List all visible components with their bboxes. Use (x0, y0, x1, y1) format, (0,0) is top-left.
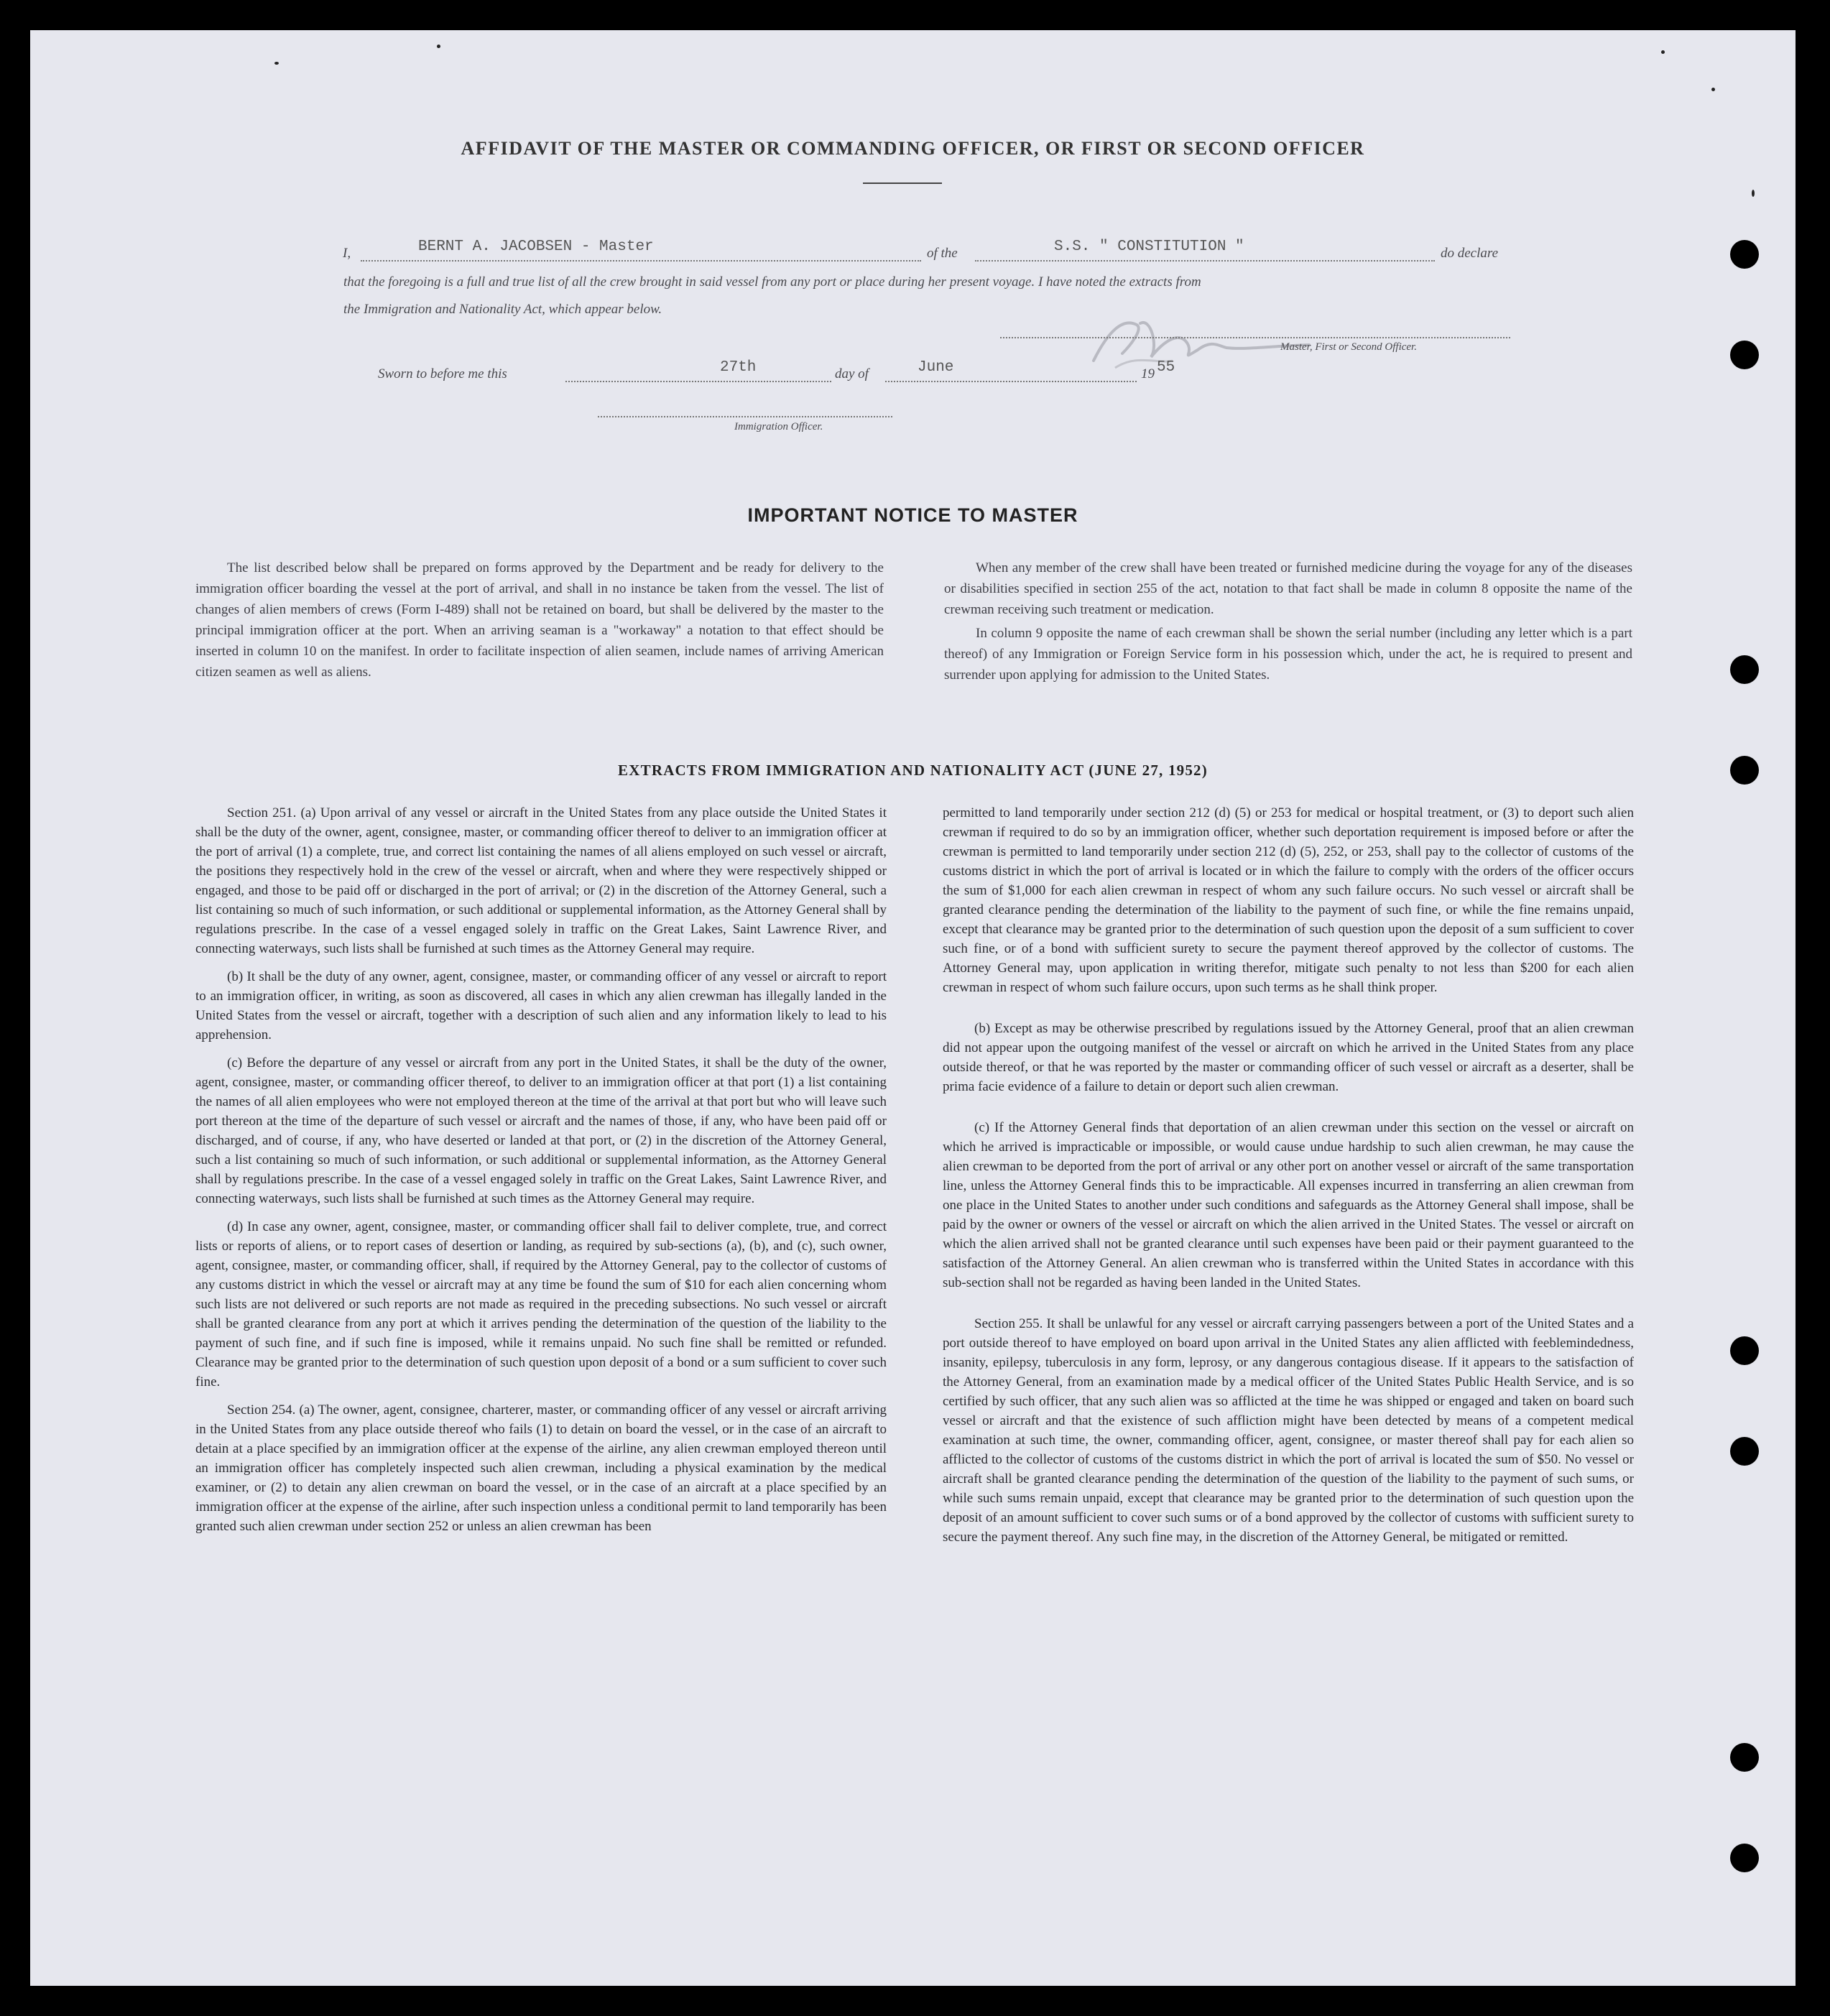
affidavit-title: AFFIDAVIT OF THE MASTER OR COMMANDING OFFICER, OR FIRST OR SECOND OFFICER (461, 138, 1365, 159)
notice-right-column (944, 558, 1632, 694)
speck (1752, 190, 1755, 197)
document-page (30, 30, 1796, 1986)
sworn-year: 55 (1157, 359, 1175, 376)
speck (1711, 88, 1715, 91)
notice-left-column (195, 558, 884, 691)
notice-left-paragraph: The list described below shall be prepared on forms approved by the Department and be ready for delivery to the immigration officer boarding the vessel at the port of arrival, and shall in no instance be taken from the vessel. The list of changes of alien members of crews (Form I-489) shall not be retained on board, but shall be delivered by the master to the principal immigration officer at the port. When an arriving seaman is a "workaway" a notation to that effect should be inserted in column 10 on the manifest. In order to facilitate inspection of alien seamen, include names of arriving American citizen seamen as well as aliens. (195, 560, 884, 680)
binder-hole (1730, 240, 1759, 269)
year-prefix: 19 (1141, 366, 1155, 382)
binder-hole (1730, 1743, 1759, 1772)
sworn-label: Sworn to before me this (378, 366, 507, 382)
vessel-name: S.S. " CONSTITUTION " (1054, 239, 1244, 255)
officer-caption: Immigration Officer. (734, 421, 823, 433)
sworn-day: 27th (720, 359, 757, 376)
extract-paragraph: (b) Except as may be otherwise prescribed by regulations issued by the Attorney General, proof that an alien crewman did not appear upon the outgoing manifest of the vessel or aircraft on which he arrived in the United States from any place outside thereof, or that he was reported by the master or commanding officer of such vessel or aircraft as a deserter, shall be prima facie evidence of a failure to detain or deport such alien crewman. (943, 1021, 1634, 1094)
binder-hole (1730, 341, 1759, 369)
speck (437, 45, 440, 48)
extract-paragraph: Section 254. (a) The owner, agent, consignee, charterer, master, or commanding officer of any vessel or aircraft arriving in the United States from any place outside thereof who fails (1) to detain on board the vessel, or in the case of an aircraft to detain at a place specified by an immigration officer at the expense of the airline, any alien crewman employed thereon until an immigration officer has completely inspected such alien crewman, including a physical examination by the medical examiner, or (2) to detain any alien crewman on board the vessel, or in the case of an aircraft at a place specified by an immigration officer at the expense of the airline, after such inspection unless a conditional permit to land temporarily has been granted such alien crewman under section 252 or unless an alien crewman has been (195, 1402, 887, 1534)
binder-hole (1730, 756, 1759, 785)
officer-signature-line (598, 415, 892, 417)
extract-paragraph: Section 251. (a) Upon arrival of any vessel or aircraft in the United States from any place outside the United States it shall be the duty of the owner, agent, consignee, master, or commanding officer thereof to deliver to an immigration officer at the port of arrival (1) a complete, true, and correct list containing the names of all aliens employed on such vessel or aircraft, the positions they respectively hold in the crew of the vessel or aircraft, when and where they were respectively shipped or engaged, and those to be paid off or discharged in the port of arrival; or (2) in the discretion of the Attorney General, such a list containing so much of such information, or such additional or supplemental information, as the Attorney General shall by regulations prescribe. In the case of a vessel engaged solely in traffic on the Great Lakes, Saint Lawrence River, and connecting waterways, such lists shall be furnished at such times as the Attorney General may require. (195, 805, 887, 956)
binder-hole (1730, 655, 1759, 684)
notice-right-paragraph-2: In column 9 opposite the name of each crewman shall be shown the serial number (including any letter which is a part thereof) of any Immigration or Foreign Service form in his possession which, under the act, he is required to present and surrender upon applying for admission to the United States. (944, 626, 1632, 683)
extract-paragraph: (b) It shall be the duty of any owner, agent, consignee, master, or commanding officer of any vessel or aircraft to report to an immigration officer, in writing, as soon as discovered, all cases in which any alien crewman has illegally landed in the United States from the vessel or aircraft, together with a description of such alien and any information likely to lead to his apprehension. (195, 969, 887, 1042)
binder-hole (1730, 1437, 1759, 1466)
intro-i: I, (343, 246, 351, 261)
extract-paragraph: (c) Before the departure of any vessel or aircraft from any port in the United States, it shall be the duty of the owner, agent, consignee, master, or commanding officer thereof, to deliver to an immigration officer at that port (1) a list containing the names of all alien employees who were not employed thereon at the time of the arrival at that port but who will leave such port thereon at the time of the departure of such vessel or aircraft and the names of those, if any, who have been paid off or discharged, and of course, if any, who have deserted or landed at that port, or (2) in the discretion of the Attorney General, such a list containing so much of such information, or such additional or supplemental information, as the Attorney General shall by regulations prescribe. In the case of a vessel engaged solely in traffic on the Great Lakes, Saint Lawrence River, and connecting waterways, such lists shall be furnished at such times as the Attorney General may require. (195, 1055, 887, 1206)
signature-line (1000, 336, 1510, 338)
extract-paragraph: Section 255. It shall be unlawful for any vessel or aircraft carrying passengers between a port of the United States and a port outside thereof to have employed on board upon arrival in the United States any alien afflicted with feeblemindedness, insanity, epilepsy, tuberculosis in any form, leprosy, or any dangerous contagious disease. If it appears to the satisfaction of the Attorney General, from an examination made by a medical officer of the United States Public Health Service, and is so certified by such officer, that any such alien was so afflicted at the time he was shipped or engaged and taken on board such vessel or aircraft and that the existence of such affliction might have been detected by means of a competent medical examination at such time, the owner, commanding officer, agent, consignee, or master thereof shall pay for each alien so afflicted to the collector of customs of the customs district in which the port of arrival is located the sum of $50. No vessel or aircraft shall be granted clearance pending the determination of the question of the liability to the payment of such sums, or while such sums remain unpaid, except that clearance may be granted prior to the determination of such question upon the deposit of an amount sufficient to cover such sums or of a bond approved by the collector of customs with sufficient surety to secure the payment thereof. Any such fine may, in the discretion of the Attorney General, be mitigated or remitted. (943, 1316, 1634, 1545)
do-declare-label: do declare (1441, 246, 1499, 261)
declaration-line-1: that the foregoing is a full and true list of all the crew brought in said vessel from any port or place during her present voyage. I have noted the extracts from (343, 274, 1201, 290)
vessel-name-field (975, 239, 1435, 262)
extracts-title: EXTRACTS FROM IMMIGRATION AND NATIONALITY ACT (JUNE 27, 1952) (618, 762, 1208, 779)
sworn-month: June (918, 359, 954, 376)
extract-paragraph: (c) If the Attorney General finds that deportation of an alien crewman under this section on the vessel or aircraft on which he arrived is impracticable or impossible, or would cause undue hardship to such alien crewman, he may cause the alien crewman to be deported from the port of arrival or any other port on another vessel or aircraft of the same transportation line, unless the Attorney General finds this to be impracticable. All expenses incurred in transferring an alien crewman from one place in the United States to another under such conditions and safeguards as the Attorney General shall impose, shall be paid by the owner or owners of the vessel or aircraft on which the alien arrived in the United States. The vessel or aircraft on which the alien arrived shall not be granted clearance until such expenses have been paid or their payment guaranteed to the satisfaction of the Attorney General. An alien crewman who is transferred within the United States in accordance with this sub-section shall not be regarded as having been landed in the United States. (943, 1120, 1634, 1290)
binder-hole (1730, 1844, 1759, 1872)
notice-title: IMPORTANT NOTICE TO MASTER (747, 504, 1078, 526)
of-the-label: of the (927, 246, 958, 261)
extract-paragraph: permitted to land temporarily under section 212 (d) (5) or 253 for medical or hospital treatment, or (3) to deport such alien crewman if required to do so by an immigration officer, whether such deportation requirement is imposed before or after the crewman is permitted to land temporarily under section 212 (d) (5), 252, or 253, shall pay to the collector of customs of the customs district in which the port of arrival is located or in which the failure to comply with the orders of the officer occurs the sum of $1,000 for each alien crewman in respect of whom any such failure occurs. No such vessel or aircraft shall be granted clearance pending the determination of the liability to the payment of such fine, or while the fine remains unpaid, except that clearance may be granted prior to the determination of such question upon the deposit of a sum sufficient to cover such fine, or of a bond with sufficient surety to secure the payment thereof approved by the collector of customs. The Attorney General may, upon application in writing therefor, mitigate such penalty to not less than $200 for each alien crewman in respect of whom such failure occurs, upon such terms as he shall think proper. (943, 805, 1634, 995)
speck (1661, 50, 1665, 54)
notice-right-paragraph-1: When any member of the crew shall have been treated or furnished medicine during the voyage for any of the diseases or disabilities specified in section 255 of the act, notation to that fact shall be made in column 8 opposite the name of the crewman receiving such treatment or medication. (944, 560, 1632, 617)
signer-caption: Master, First or Second Officer. (1280, 341, 1417, 353)
extracts-left-column (195, 803, 887, 1545)
extracts-right-column (943, 803, 1634, 1555)
speck (274, 62, 279, 65)
binder-hole (1730, 1336, 1759, 1365)
extract-paragraph: (d) In case any owner, agent, consignee, master, or commanding officer shall fail to deliver complete, true, and correct lists or reports of aliens, or to report cases of desertion or landing, as required by sub-sections (a), (b), and (c), such owner, agent, consignee, master, or commanding officer, shall, if required by the Attorney General, pay to the collector of customs of any customs district in which the vessel or aircraft may at any time be found the sum of $10 for each alien concerning whom such lists are not delivered or such reports are not made as required in the preceding subsections. No such vessel or aircraft shall be granted clearance from any port at which it arrives pending the determination of the question of the liability to the payment of such fine, and if such fine is imposed, while it remains unpaid. No such fine shall be remitted or refunded. Clearance may be granted prior to the determination of such question upon deposit of a bond or a sum sufficient to cover such fine. (195, 1219, 887, 1390)
sworn-day-field (565, 359, 831, 382)
sworn-month-field (885, 359, 1137, 382)
master-name-field (361, 239, 921, 262)
day-of-label: day of (835, 366, 869, 382)
declaration-line-2: the Immigration and Nationality Act, which appear below. (343, 302, 662, 317)
master-name: BERNT A. JACOBSEN - Master (418, 239, 654, 255)
title-rule (863, 182, 942, 184)
